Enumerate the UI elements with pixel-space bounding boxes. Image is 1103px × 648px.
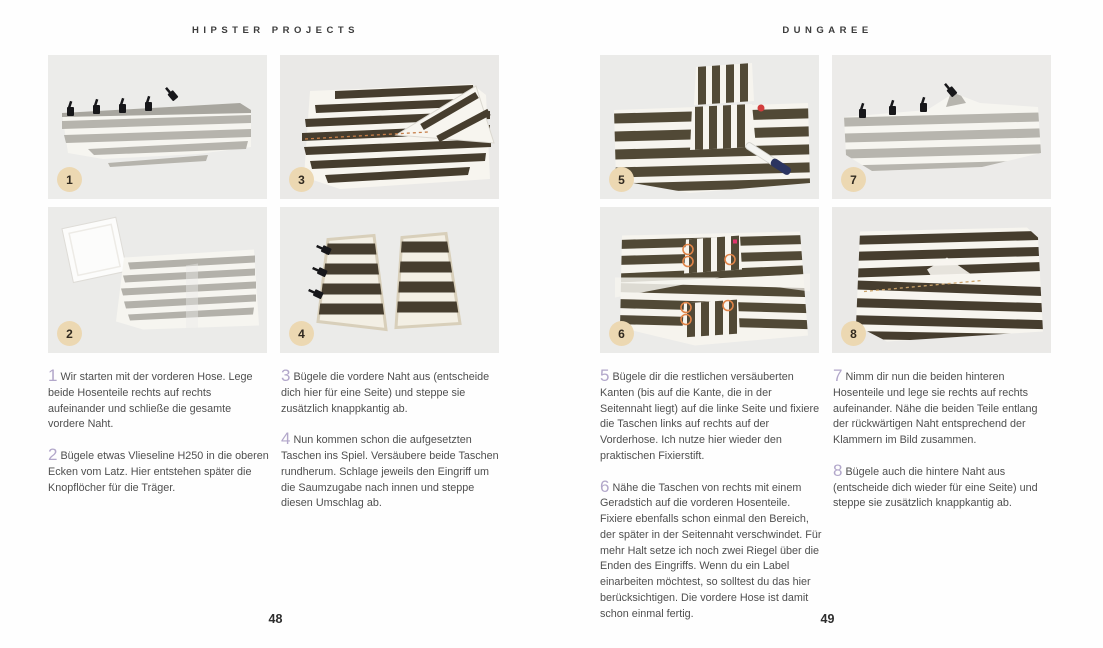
running-head-right: DUNGAREE <box>782 25 873 36</box>
step-photo-8 <box>832 207 1051 353</box>
step-text: Nähe die Taschen von rechts mit einem Geradstich auf die vorderen Hosenteile. Fixiere ebenfalls schon einmal den Bereich, der später in der Seitennaht verschwindet. Für mehr Halt setze ich noch zwei Riegel über die Enden des Eingriffs. Wenn du ein Label einarbeiten möchtest, so solltest du das hier berücksichtigen. Die vordere Hose ist damit schon einmal fertig. <box>600 481 822 620</box>
photo-number-badge: 3 <box>289 167 314 192</box>
photo-number-badge: 1 <box>57 167 82 192</box>
step-paragraph <box>600 478 822 623</box>
page-left <box>0 0 551 648</box>
step-text: Bügele die vordere Naht aus (entscheide dich hier für eine Seite) und steppe sie zusätzlich knappkantig ab. <box>281 371 490 415</box>
photo-number-badge: 8 <box>841 321 866 346</box>
photo-number-badge: 4 <box>289 321 314 346</box>
step-text: Bügele etwas Vlieseline H250 in die oberen Ecken vom Latz. Hier entstehen später die Knopflöcher für die Träger. <box>48 450 269 494</box>
instructions-column <box>48 367 270 525</box>
step-paragraph <box>833 367 1055 449</box>
step-paragraph <box>600 367 822 465</box>
step-number: 3 <box>281 366 291 385</box>
step-number: 1 <box>48 366 58 385</box>
photo-number-badge: 6 <box>609 321 634 346</box>
step-photo-3 <box>280 55 499 199</box>
step-number: 7 <box>833 366 843 385</box>
page-number-left: 48 <box>268 612 283 626</box>
page-number-right: 49 <box>820 612 835 626</box>
step-number: 8 <box>833 460 843 480</box>
step-photo-4 <box>280 207 499 353</box>
step-photo-5 <box>600 55 819 199</box>
step-paragraph <box>48 367 270 433</box>
step-paragraph <box>281 430 503 512</box>
running-head-left: HIPSTER PROJECTS <box>191 25 360 36</box>
step-number: 5 <box>600 366 610 385</box>
step-text: Bügele dir die restlichen versäuberten Kanten (bis auf die Kante, die in der Seitennaht liegt) auf die linke Seite und fixiere die Taschen links auf rechts auf der Vorderhose. Ich nutze hier wieder den praktischen Fixierstift. <box>600 371 820 462</box>
step-photo-7 <box>832 55 1051 199</box>
instructions-left <box>48 367 503 525</box>
step-photo-6 <box>600 207 819 353</box>
step-number: 6 <box>600 476 610 496</box>
step-photo-2 <box>48 207 267 353</box>
instructions-right <box>600 367 1055 635</box>
photo-grid-left <box>48 55 500 353</box>
photo-number-badge: 5 <box>609 167 634 192</box>
photo-number-badge: 7 <box>841 167 866 192</box>
step-number: 2 <box>48 445 58 464</box>
step-paragraph <box>48 446 270 496</box>
step-text: Wir starten mit der vorderen Hose. Lege beide Hosenteile rechts auf rechts aufeinander und schließe die gesamte vordere Naht. <box>48 371 253 431</box>
instructions-column <box>281 367 503 525</box>
photo-grid-right <box>600 55 1052 353</box>
step-paragraph <box>833 462 1055 512</box>
instructions-column <box>600 367 822 635</box>
page-right <box>552 0 1103 648</box>
photo-number-badge: 2 <box>57 321 82 346</box>
step-text: Nun kommen schon die aufgesetzten Taschen ins Spiel. Versäubere beide Taschen rundherum. Schlage jeweils den Eingriff um die Saumzugabe nach innen und steppe diesen Umschlag ab. <box>281 434 499 510</box>
step-number: 4 <box>281 429 291 449</box>
step-text: Nimm dir nun die beiden hinteren Hosenteile und lege sie rechts auf rechts aufeinander. Nähe die beiden Teile entlang der rückwärtigen Naht entsprechend der Klammern im Bild zusammen. <box>833 371 1038 446</box>
step-paragraph <box>281 367 503 417</box>
step-text: Bügele auch die hintere Naht aus (entscheide dich wieder für eine Seite) und steppe sie zusätzlich knappkantig ab. <box>833 465 1038 510</box>
step-photo-1 <box>48 55 267 199</box>
instructions-column <box>833 367 1055 635</box>
